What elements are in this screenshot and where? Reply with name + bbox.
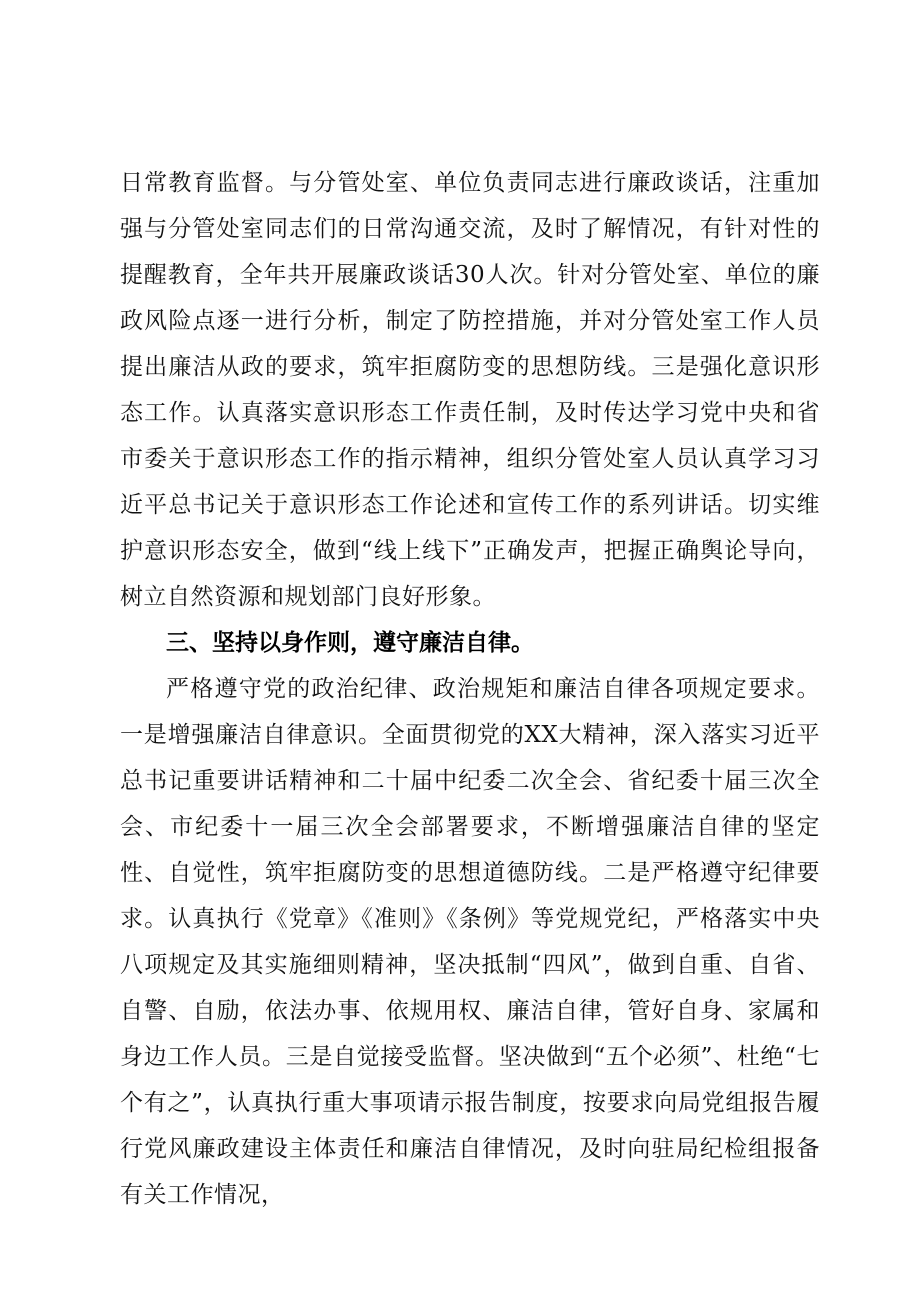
section-heading: 三、坚持以身作则，遵守廉洁自律。 bbox=[166, 630, 534, 656]
document-body bbox=[120, 160, 820, 1218]
paragraph-continued: 日常教育监督。与分管处室、单位负责同志进行廉政谈话，注重加强与分管处室同志们的日常沟通交流，及时了解情况，有针对性的提醒教育，全年共开展廉政谈话30人次。针对分管处室、单位的廉政风险点逐一进行分析，制定了防控措施，并对分管处室工作人员提出廉洁从政的要求，筑牢拒腐防变的思想防线。三是强化意识形态工作。认真落实意识形态工作责任制，及时传达学习党中央和省市委关于意识形态工作的指示精神，组织分管处室人员认真学习习近平总书记关于意识形态工作论述和宣传工作的系列讲话。切实维护意识形态安全，做到“线上线下”正确发声，把握正确舆论导向，树立自然资源和规划部门良好形象。 bbox=[120, 170, 820, 610]
paragraph-section-3: 严格遵守党的政治纪律、政治规矩和廉洁自律各项规定要求。一是增强廉洁自律意识。全面贯彻党的XX大精神，深入落实习近平总书记重要讲话精神和二十届中纪委二次全会、省纪委十届三次全会、市纪委十一届三次全会部署要求，不断增强廉洁自律的坚定性、自觉性，筑牢拒腐防变的思想道德防线。二是严格遵守纪律要求。认真执行《党章》《准则》《条例》等党规党纪，严格落实中央八项规定及其实施细则精神，坚决抵制“四风”，做到自重、自省、自警、自励，依法办事、依规用权、廉洁自律，管好自身、家属和身边工作人员。三是自觉接受监督。坚决做到“五个必须”、杜绝“七个有之”，认真执行重大事项请示报告制度，按要求向局党组报告履行党风廉政建设主体责任和廉洁自律情况，及时向驻局纪检组报备有关工作情况， bbox=[120, 676, 820, 1208]
